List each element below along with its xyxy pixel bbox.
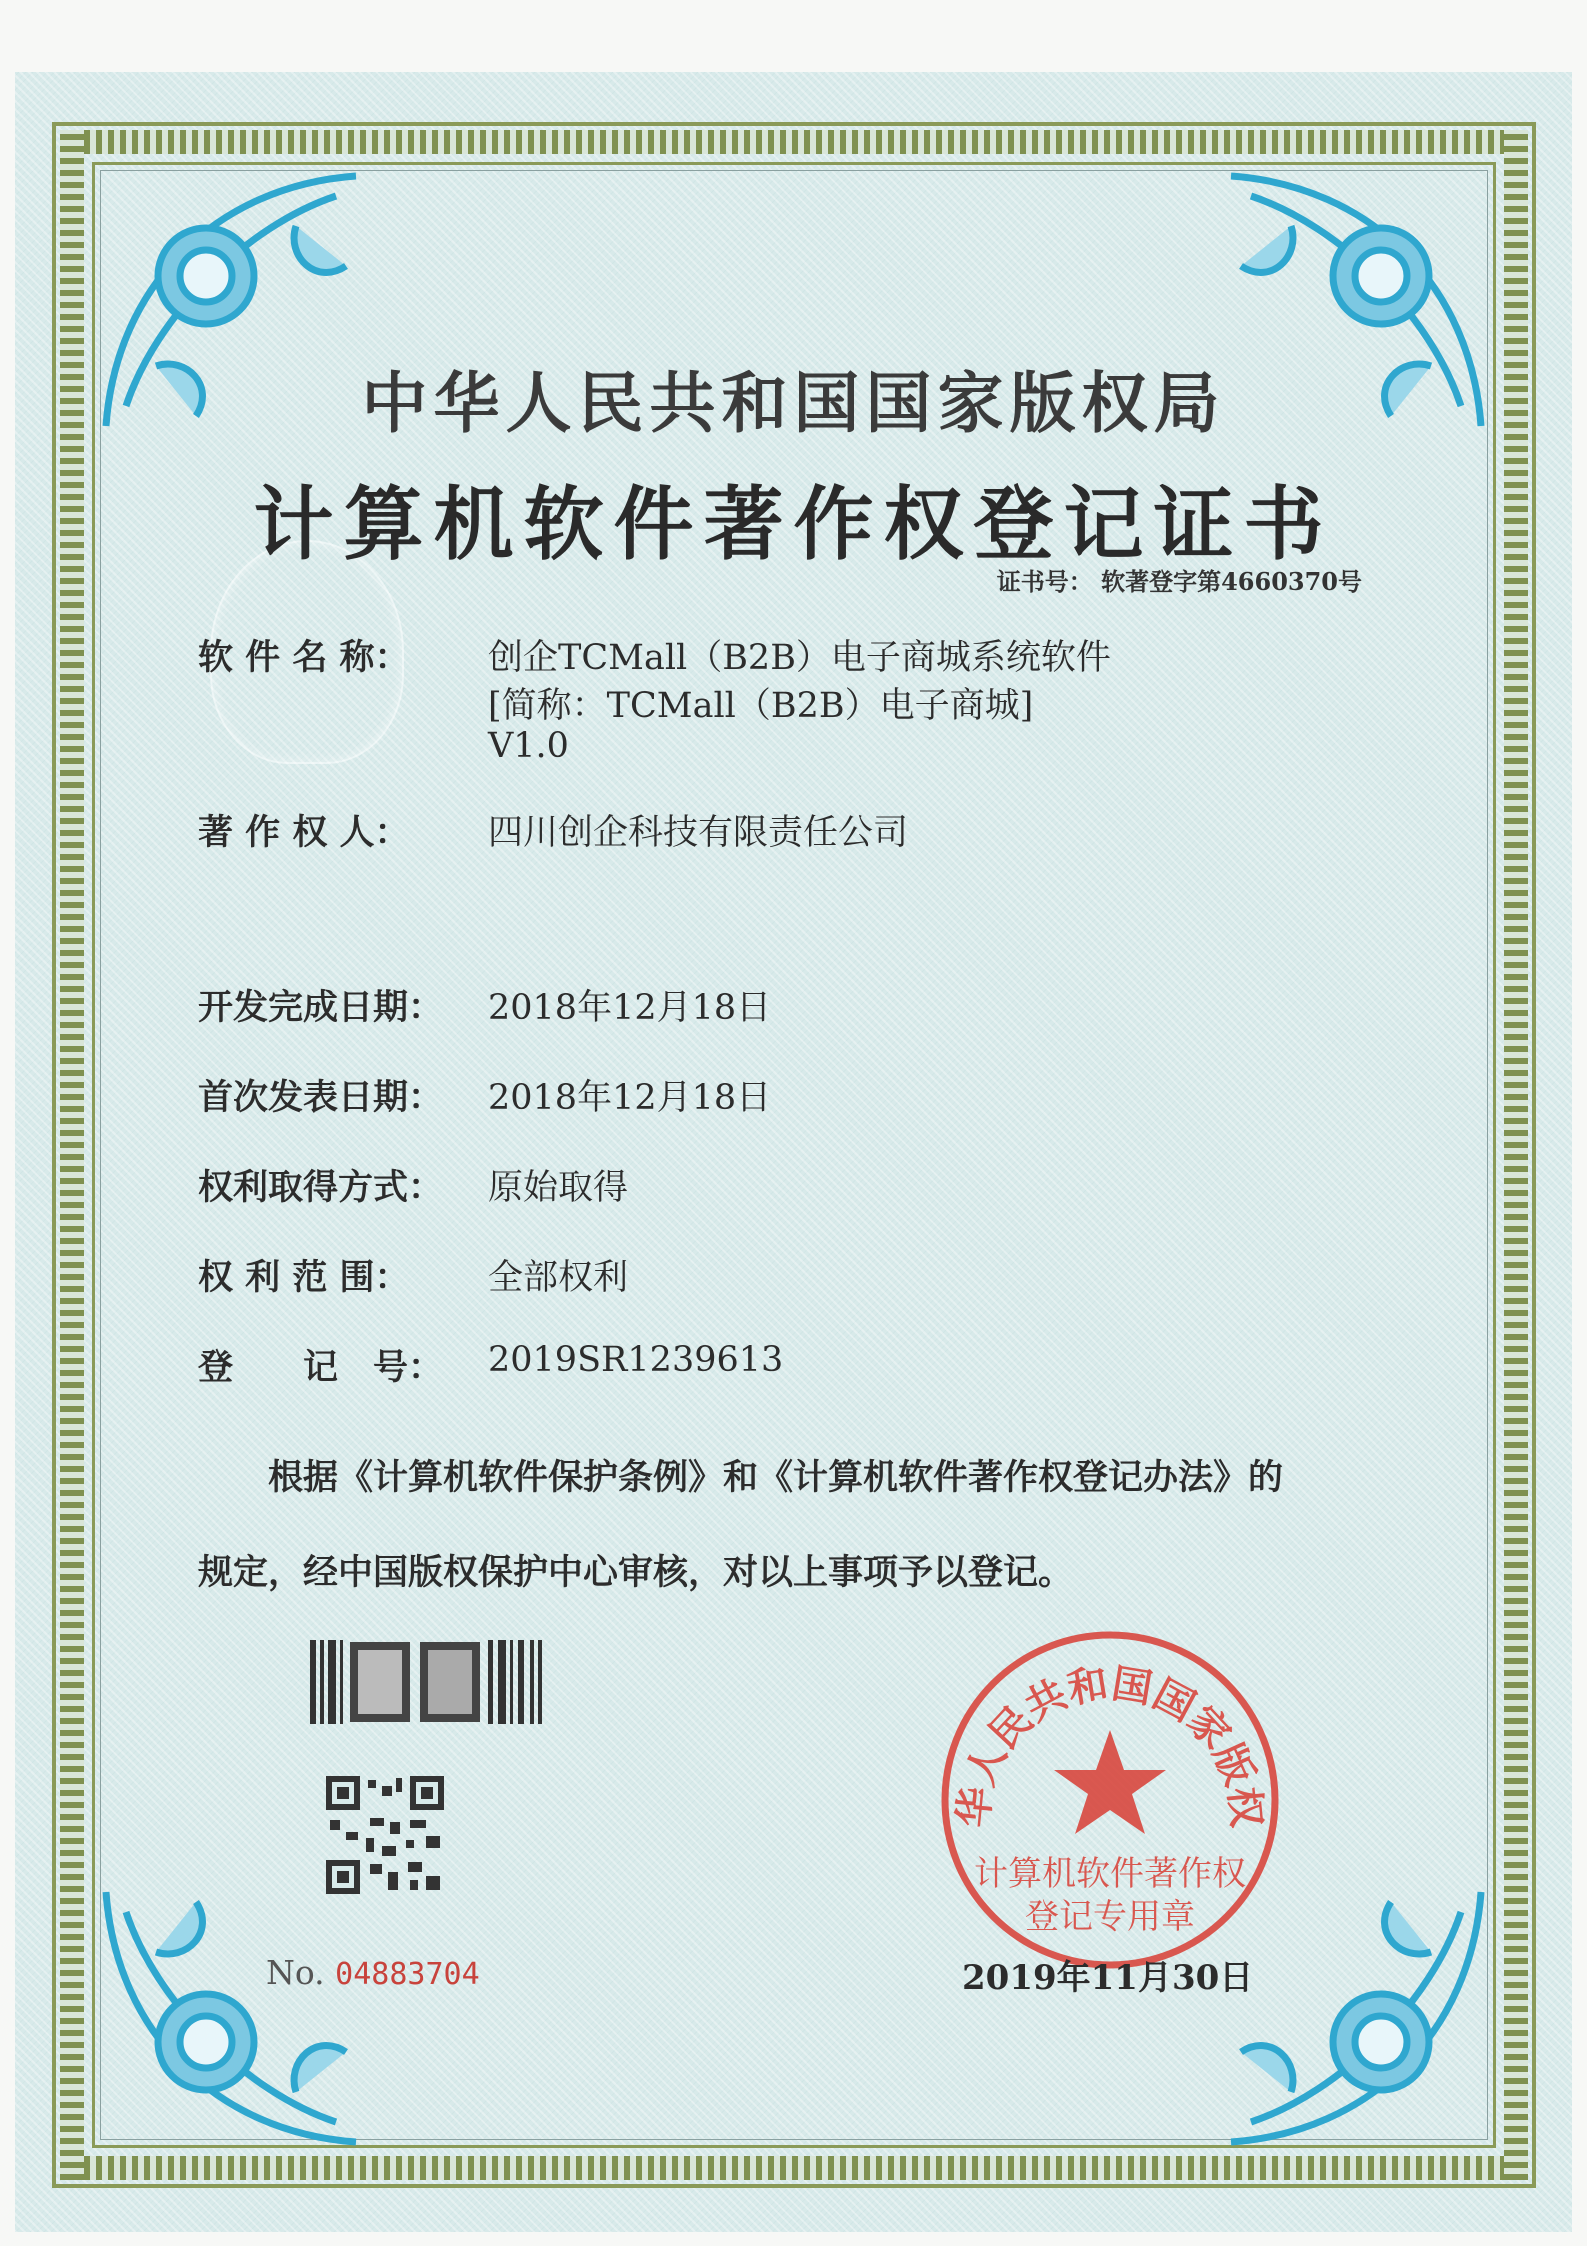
seal-inner-line-1: 计算机软件著作权 <box>974 1854 1246 1894</box>
software-version: V1.0 <box>488 726 569 766</box>
serial-prefix: No. <box>266 1953 325 1992</box>
seal-outer-text: 华人民共和国国家版权 <box>949 1659 1271 1830</box>
rights-scope-value: 全部权利 <box>488 1258 629 1298</box>
serial-digits: 04883704 <box>335 1957 480 1992</box>
statement-line-2: 规定，经中国版权保护中心审核，对以上事项予以登记。 <box>198 1552 1074 1593</box>
acquire-method-label: 权利取得方式： <box>198 1167 444 1208</box>
barcode <box>310 1640 542 1724</box>
owner-value: 四川创企科技有限责任公司 <box>488 813 909 853</box>
issue-date: 2019年11月30日 <box>962 1958 1254 1998</box>
dev-date-label: 开发完成日期： <box>198 987 444 1028</box>
registration-number-label: 登 记 号： <box>198 1347 444 1388</box>
seal-inner-line-2: 登记专用章 <box>1025 1897 1195 1937</box>
owner-label: 著 作 权 人： <box>198 812 410 853</box>
pub-date-label: 首次发表日期： <box>198 1077 444 1118</box>
acquire-method-value: 原始取得 <box>488 1168 629 1208</box>
software-name-value: 创企TCMall（B2B）电子商城系统软件 <box>488 638 1111 678</box>
issuing-authority-title: 中华人民共和国国家版权局 <box>361 364 1226 442</box>
statement-line-1: 根据《计算机软件保护条例》和《计算机软件著作权登记办法》的 <box>268 1457 1284 1498</box>
serial-number <box>266 1953 480 1992</box>
certificate-title: 计算机软件著作权登记证书 <box>253 477 1334 571</box>
official-seal <box>930 1620 1290 1980</box>
certificate-number: 证书号： 软著登字第4660370号 <box>996 567 1362 596</box>
software-name-label: 软 件 名 称： <box>198 637 410 678</box>
software-short-name: [简称：TCMall（B2B）电子商城] <box>488 686 1034 726</box>
corner-ornament-bottom-left <box>96 1852 396 2152</box>
registration-number-value: 2019SR1239613 <box>488 1340 784 1380</box>
qr-code <box>326 1776 444 1894</box>
pub-date-value: 2018年12月18日 <box>488 1078 772 1118</box>
rights-scope-label: 权 利 范 围： <box>198 1257 410 1298</box>
dev-date-value: 2018年12月18日 <box>488 988 772 1028</box>
